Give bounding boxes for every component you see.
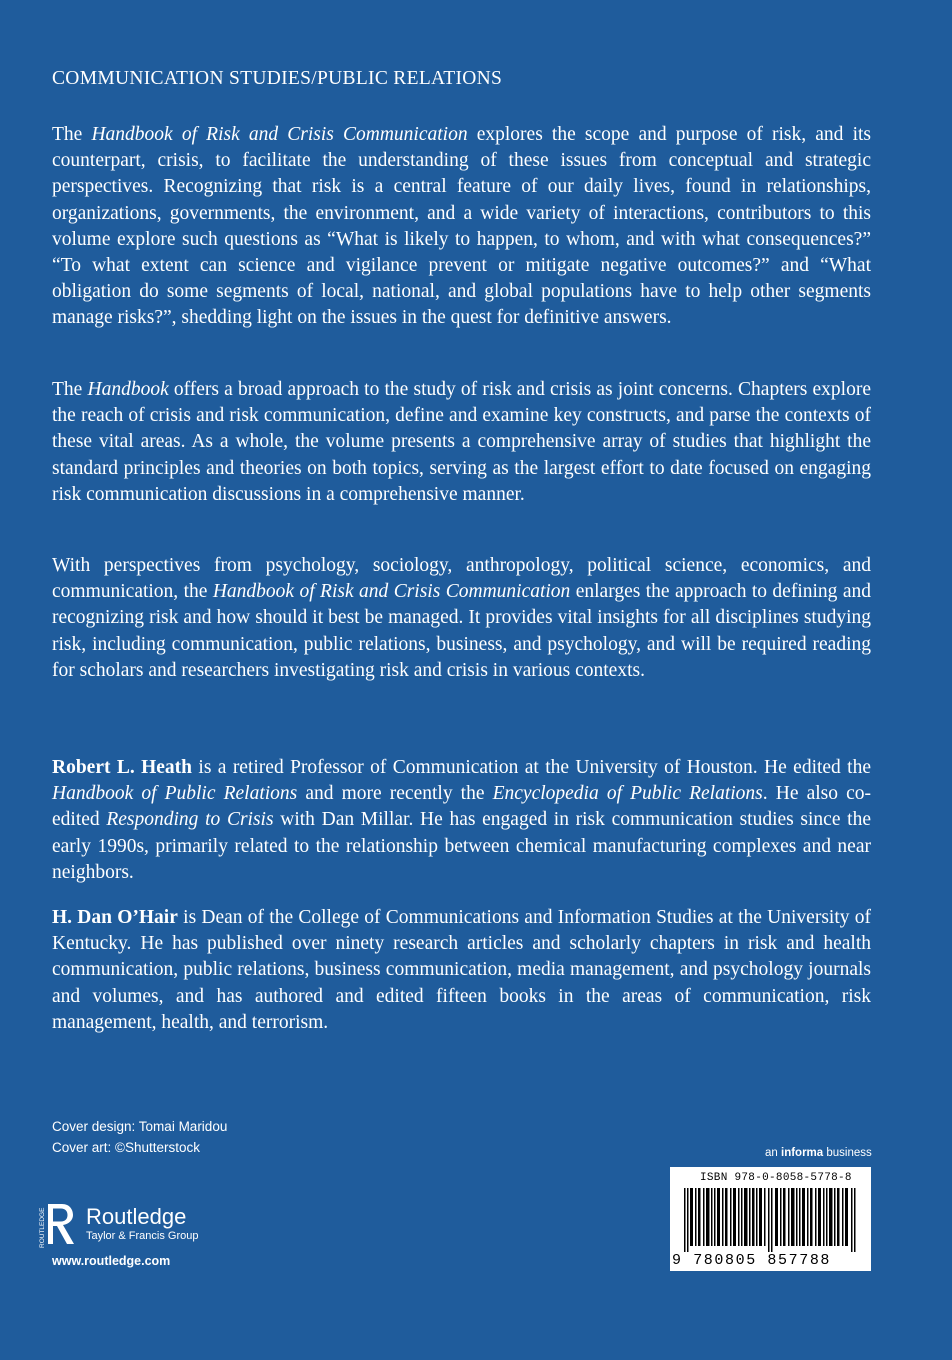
description-paragraph-1: The Handbook of Risk and Crisis Communication explores the scope and purpose of risk, and its counterpart, crisis, to facilitate the understanding of these issues from conceptual and strategic perspectives. Recognizing that risk is a central feature of our daily lives, found in relationships, organizations, governments, the environment, and a wide variety of interactions, contributors to this volume explore such questions as “What is likely to happen, to whom, and with what consequences?” “To what extent can science and vigilance prevent or mitigate negative outcomes?” and “What obligation do some segments of local, national, and global populations have to help other segments manage risks?”, shedding light on the issues in the quest for definitive answers. <box>52 124 871 329</box>
description-paragraph-2: The Handbook offers a broad approach to the study of risk and crisis as joint concerns. Chapters explore the reach of crisis and risk communication, define and examine key constructs, and parse the contexts of these vital areas. As a whole, the volume presents a comprehensive array of studies that highlight the standard principles and theories on both topics, serving as the largest effort to date focused on engaging risk communication discussions in a comprehensive manner. <box>52 379 871 505</box>
svg-text:ROUTLEDGE: ROUTLEDGE <box>39 1207 46 1248</box>
author-bio-ohair: H. Dan O’Hair is Dean of the College of Communications and Information Studies at the University of Kentucky. He has published over ninety research articles and scholarly chapters in risk and health communication, public relations, business communication, media management, and psychology journals and volumes, and has authored and edited fifteen books in the areas of communication, risk management, health, and terrorism. <box>52 907 871 1033</box>
publisher-group: Taylor & Francis Group <box>86 1230 199 1242</box>
cover-design-credit: Cover design: Tomai Maridou <box>52 1119 228 1134</box>
author-name: H. Dan O’Hair <box>52 907 178 928</box>
book-title: Handbook <box>87 379 169 400</box>
book-title: Handbook of Risk and Crisis Communication <box>212 581 571 603</box>
cover-credits <box>52 1116 227 1158</box>
category-heading: COMMUNICATION STUDIES/PUBLIC RELATIONS <box>52 68 503 89</box>
cover-art-credit: Cover art: ©Shutterstock <box>52 1140 200 1155</box>
informa-tagline: an informa business <box>765 1147 872 1159</box>
barcode-icon <box>684 1188 858 1252</box>
author-bio-heath: Robert L. Heath is a retired Professor of Communication at the University of Houston. He edited the Handbook of Public Relations and more recently the Encyclopedia of Public Relations. He also co-edited Responding to Crisis with Dan Millar. He has engaged in risk communication studies since the early 1990s, primarily related to the relationship between chemical manufacturing complexes and near neighbors. <box>52 757 871 883</box>
routledge-logo <box>36 1198 198 1250</box>
barcode-number: 9 780805 857788 <box>672 1252 832 1269</box>
description-paragraph-3: With perspectives from psychology, sociology, anthropology, political science, economics, and communication, the Handbook of Risk and Crisis Communication enlarges the approach to defining and recognizing risk and how should it best be managed. It provides vital insights for all disciplines studying risk, including communication, public relations, business, and psychology, and will be required reading for scholars and researchers investigating risk and crisis in various contexts. <box>52 555 871 681</box>
publisher-name: Routledge <box>86 1204 187 1229</box>
book-title: Handbook of Risk and Crisis Communication <box>91 124 468 145</box>
routledge-r-icon <box>36 1198 80 1250</box>
author-name: Robert L. Heath <box>52 757 193 778</box>
publisher-website: www.routledge.com <box>52 1254 171 1268</box>
isbn-label: ISBN 978-0-8058-5778-8 <box>700 1172 852 1184</box>
